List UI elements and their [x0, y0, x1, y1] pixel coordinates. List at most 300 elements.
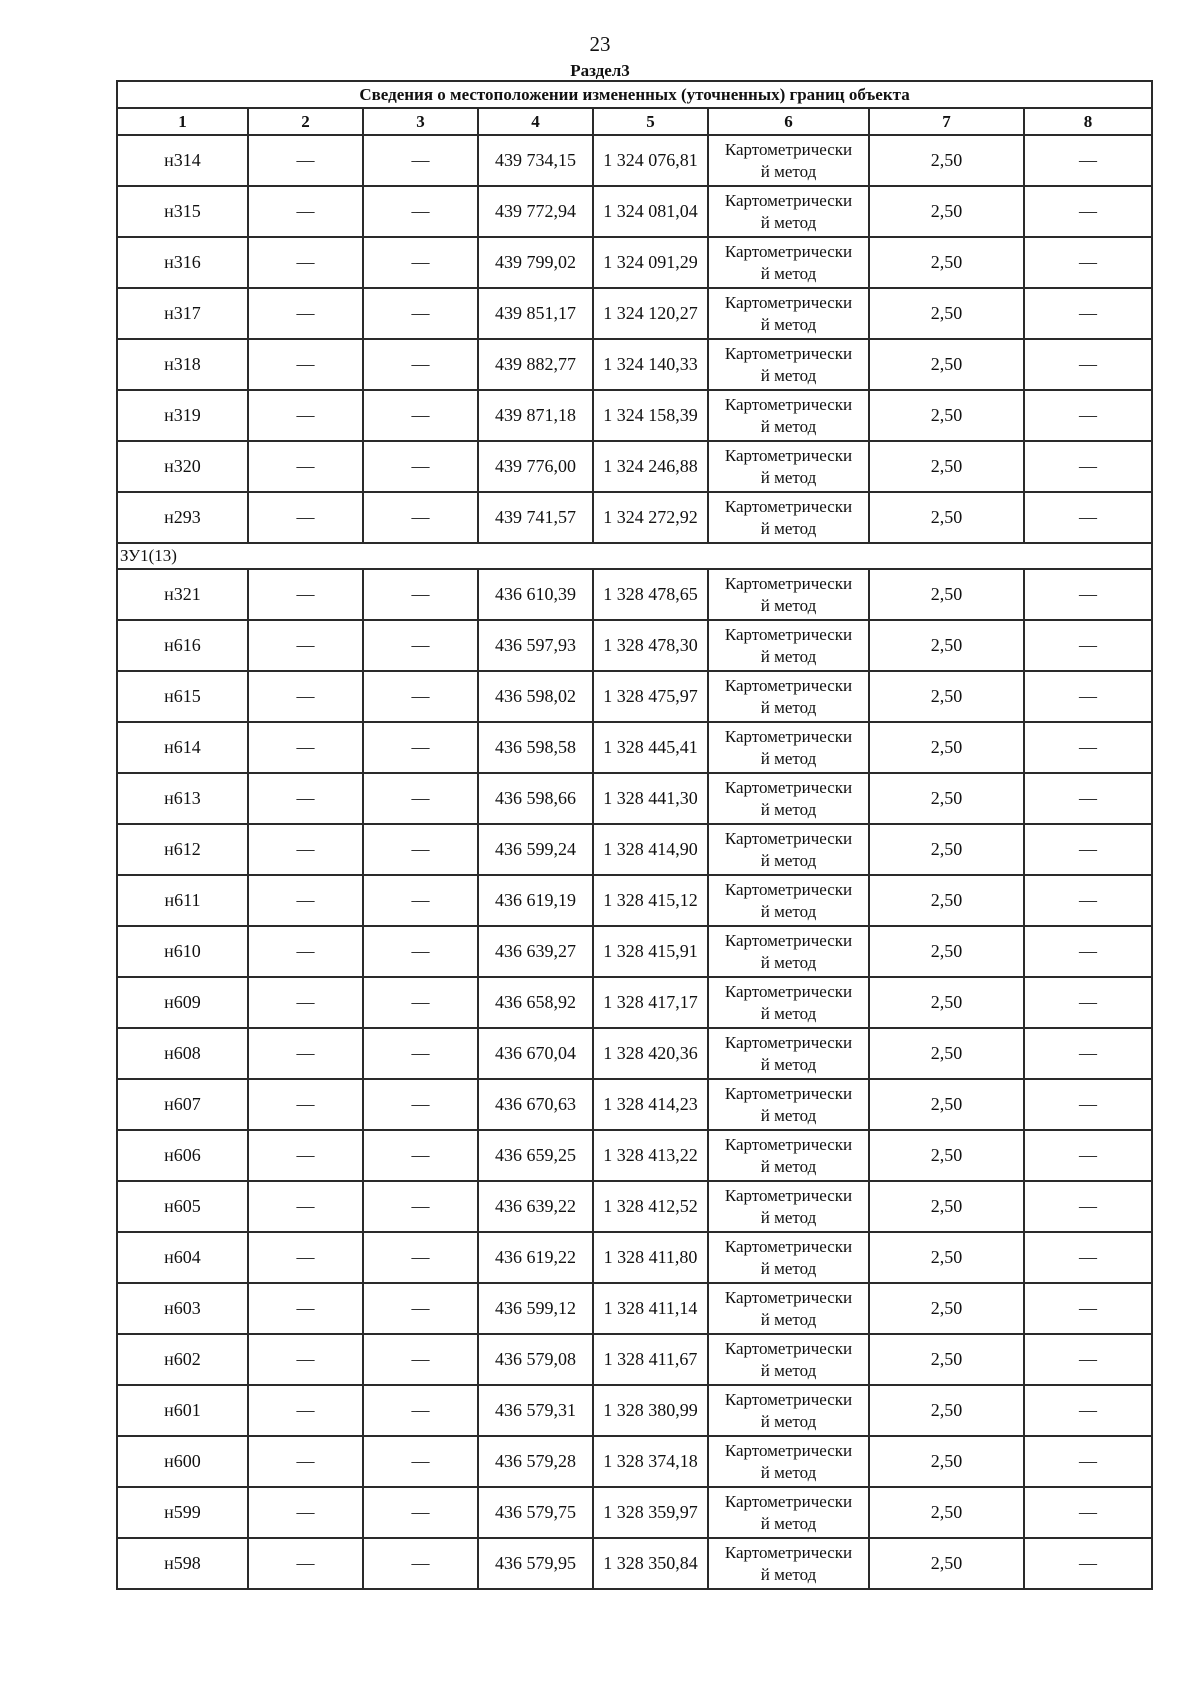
y-coordinate-cell: 1 328 420,36 — [593, 1028, 708, 1079]
method-text-line2: й метод — [760, 697, 817, 717]
method-text-line1: Картометрически — [724, 1542, 853, 1562]
dash-cell: — — [363, 135, 478, 186]
method-cell — [708, 1283, 869, 1334]
boundary-coordinates-table — [116, 80, 1153, 1590]
method-text-line1: Картометрически — [724, 879, 853, 899]
method-text-line1: Картометрически — [724, 445, 853, 465]
method-text-line2: й метод — [760, 901, 817, 921]
x-coordinate-cell: 436 659,25 — [478, 1130, 593, 1181]
x-coordinate-cell: 436 658,92 — [478, 977, 593, 1028]
x-coordinate-cell: 436 598,02 — [478, 671, 593, 722]
dash-cell: — — [363, 288, 478, 339]
accuracy-cell: 2,50 — [869, 339, 1024, 390]
accuracy-cell: 2,50 — [869, 1028, 1024, 1079]
dash-cell: — — [248, 671, 363, 722]
method-text-line1: Картометрически — [724, 1236, 853, 1256]
dash-cell: — — [1024, 390, 1152, 441]
method-cell — [708, 620, 869, 671]
dash-cell: — — [248, 1436, 363, 1487]
table-row — [117, 1028, 1152, 1079]
table-row — [117, 135, 1152, 186]
accuracy-cell: 2,50 — [869, 1385, 1024, 1436]
x-coordinate-cell: 439 741,57 — [478, 492, 593, 543]
dash-cell: — — [248, 977, 363, 1028]
dash-cell: — — [363, 1436, 478, 1487]
method-cell — [708, 977, 869, 1028]
table-row — [117, 1181, 1152, 1232]
y-coordinate-cell: 1 328 411,14 — [593, 1283, 708, 1334]
y-coordinate-cell: 1 324 120,27 — [593, 288, 708, 339]
dash-cell: — — [1024, 1334, 1152, 1385]
method-cell — [708, 926, 869, 977]
dash-cell: — — [248, 339, 363, 390]
accuracy-cell: 2,50 — [869, 441, 1024, 492]
method-text-line1: Картометрически — [724, 343, 853, 363]
x-coordinate-cell: 436 579,95 — [478, 1538, 593, 1589]
dash-cell: — — [1024, 1487, 1152, 1538]
dash-cell: — — [363, 1487, 478, 1538]
method-text-line2: й метод — [760, 314, 817, 334]
dash-cell: — — [248, 1538, 363, 1589]
point-cell: н616 — [117, 620, 248, 671]
dash-cell: — — [1024, 1130, 1152, 1181]
dash-cell: — — [363, 569, 478, 620]
method-text-line1: Картометрически — [724, 726, 853, 746]
point-cell: н614 — [117, 722, 248, 773]
accuracy-cell: 2,50 — [869, 875, 1024, 926]
point-cell: н604 — [117, 1232, 248, 1283]
dash-cell: — — [248, 1028, 363, 1079]
point-cell: н606 — [117, 1130, 248, 1181]
dash-cell: — — [1024, 1028, 1152, 1079]
method-text-line1: Картометрически — [724, 777, 853, 797]
table-row — [117, 237, 1152, 288]
accuracy-cell: 2,50 — [869, 1436, 1024, 1487]
point-cell: н601 — [117, 1385, 248, 1436]
method-text-line1: Картометрически — [724, 573, 853, 593]
method-text-line2: й метод — [760, 1156, 817, 1176]
y-coordinate-cell: 1 328 411,67 — [593, 1334, 708, 1385]
dash-cell: — — [1024, 492, 1152, 543]
method-text-line1: Картометрически — [724, 1032, 853, 1052]
dash-cell: — — [1024, 722, 1152, 773]
column-number: 7 — [869, 108, 1024, 135]
method-text-line1: Картометрически — [724, 1185, 853, 1205]
method-text-line1: Картометрически — [724, 624, 853, 644]
y-coordinate-cell: 1 328 441,30 — [593, 773, 708, 824]
accuracy-cell: 2,50 — [869, 135, 1024, 186]
accuracy-cell: 2,50 — [869, 569, 1024, 620]
x-coordinate-cell: 436 598,66 — [478, 773, 593, 824]
dash-cell: — — [248, 1334, 363, 1385]
dash-cell: — — [363, 237, 478, 288]
y-coordinate-cell: 1 328 415,12 — [593, 875, 708, 926]
point-cell: н314 — [117, 135, 248, 186]
method-text-line1: Картометрически — [724, 241, 853, 261]
accuracy-cell: 2,50 — [869, 926, 1024, 977]
point-cell: н316 — [117, 237, 248, 288]
point-cell: н600 — [117, 1436, 248, 1487]
accuracy-cell: 2,50 — [869, 186, 1024, 237]
y-coordinate-cell: 1 328 415,91 — [593, 926, 708, 977]
table-row — [117, 288, 1152, 339]
point-cell: н318 — [117, 339, 248, 390]
x-coordinate-cell: 439 776,00 — [478, 441, 593, 492]
dash-cell: — — [363, 186, 478, 237]
method-text-line2: й метод — [760, 1309, 817, 1329]
accuracy-cell: 2,50 — [869, 1283, 1024, 1334]
method-cell — [708, 288, 869, 339]
y-coordinate-cell: 1 328 475,97 — [593, 671, 708, 722]
x-coordinate-cell: 439 799,02 — [478, 237, 593, 288]
method-text-line2: й метод — [760, 1462, 817, 1482]
accuracy-cell: 2,50 — [869, 824, 1024, 875]
accuracy-cell: 2,50 — [869, 237, 1024, 288]
point-cell: н598 — [117, 1538, 248, 1589]
table-row — [117, 1385, 1152, 1436]
dash-cell: — — [1024, 135, 1152, 186]
x-coordinate-cell: 439 734,15 — [478, 135, 593, 186]
method-text-line1: Картометрически — [724, 1134, 853, 1154]
dash-cell: — — [1024, 1385, 1152, 1436]
dash-cell: — — [1024, 1538, 1152, 1589]
table-row — [117, 977, 1152, 1028]
dash-cell: — — [1024, 339, 1152, 390]
method-text-line1: Картометрически — [724, 139, 853, 159]
method-text-line1: Картометрически — [724, 496, 853, 516]
method-text-line2: й метод — [760, 748, 817, 768]
dash-cell: — — [248, 1283, 363, 1334]
dash-cell: — — [363, 1181, 478, 1232]
method-text-line1: Картометрически — [724, 675, 853, 695]
dash-cell: — — [248, 390, 363, 441]
dash-cell: — — [1024, 1232, 1152, 1283]
method-text-line1: Картометрически — [724, 292, 853, 312]
method-text-line2: й метод — [760, 365, 817, 385]
accuracy-cell: 2,50 — [869, 1079, 1024, 1130]
dash-cell: — — [363, 977, 478, 1028]
point-cell: н613 — [117, 773, 248, 824]
accuracy-cell: 2,50 — [869, 1181, 1024, 1232]
method-cell — [708, 1334, 869, 1385]
x-coordinate-cell: 439 871,18 — [478, 390, 593, 441]
dash-cell: — — [1024, 1283, 1152, 1334]
point-cell: н315 — [117, 186, 248, 237]
table-row — [117, 722, 1152, 773]
method-text-line2: й метод — [760, 595, 817, 615]
column-number: 2 — [248, 108, 363, 135]
point-cell: н602 — [117, 1334, 248, 1385]
accuracy-cell: 2,50 — [869, 671, 1024, 722]
method-cell — [708, 339, 869, 390]
x-coordinate-cell: 436 639,27 — [478, 926, 593, 977]
table-row — [117, 1487, 1152, 1538]
accuracy-cell: 2,50 — [869, 773, 1024, 824]
accuracy-cell: 2,50 — [869, 390, 1024, 441]
method-text-line2: й метод — [760, 161, 817, 181]
x-coordinate-cell: 436 579,75 — [478, 1487, 593, 1538]
method-text-line1: Картометрически — [724, 930, 853, 950]
dash-cell: — — [248, 492, 363, 543]
method-text-line2: й метод — [760, 1207, 817, 1227]
method-cell — [708, 1130, 869, 1181]
table-row — [117, 1436, 1152, 1487]
method-text-line1: Картометрически — [724, 828, 853, 848]
column-number: 8 — [1024, 108, 1152, 135]
dash-cell: — — [248, 620, 363, 671]
accuracy-cell: 2,50 — [869, 1232, 1024, 1283]
point-cell: н293 — [117, 492, 248, 543]
method-cell — [708, 390, 869, 441]
table-row — [117, 339, 1152, 390]
table-row — [117, 1232, 1152, 1283]
y-coordinate-cell: 1 328 359,97 — [593, 1487, 708, 1538]
method-text-line2: й метод — [760, 1003, 817, 1023]
accuracy-cell: 2,50 — [869, 620, 1024, 671]
point-cell: н317 — [117, 288, 248, 339]
accuracy-cell: 2,50 — [869, 1334, 1024, 1385]
dash-cell: — — [248, 288, 363, 339]
table-row — [117, 671, 1152, 722]
point-cell: н608 — [117, 1028, 248, 1079]
method-cell — [708, 1181, 869, 1232]
table-row — [117, 620, 1152, 671]
dash-cell: — — [248, 237, 363, 288]
x-coordinate-cell: 436 619,19 — [478, 875, 593, 926]
x-coordinate-cell: 439 851,17 — [478, 288, 593, 339]
method-text-line2: й метод — [760, 518, 817, 538]
point-cell: н599 — [117, 1487, 248, 1538]
accuracy-cell: 2,50 — [869, 1487, 1024, 1538]
dash-cell: — — [248, 1079, 363, 1130]
y-coordinate-cell: 1 328 445,41 — [593, 722, 708, 773]
method-cell — [708, 1232, 869, 1283]
point-cell: н319 — [117, 390, 248, 441]
y-coordinate-cell: 1 328 411,80 — [593, 1232, 708, 1283]
y-coordinate-cell: 1 324 272,92 — [593, 492, 708, 543]
dash-cell: — — [1024, 824, 1152, 875]
point-cell: н607 — [117, 1079, 248, 1130]
dash-cell: — — [1024, 237, 1152, 288]
dash-cell: — — [363, 492, 478, 543]
method-cell — [708, 1028, 869, 1079]
x-coordinate-cell: 436 598,58 — [478, 722, 593, 773]
column-number: 5 — [593, 108, 708, 135]
table-row — [117, 773, 1152, 824]
dash-cell: — — [248, 773, 363, 824]
group-row — [117, 543, 1152, 569]
y-coordinate-cell: 1 328 414,90 — [593, 824, 708, 875]
dash-cell: — — [1024, 441, 1152, 492]
method-text-line1: Картометрически — [724, 190, 853, 210]
x-coordinate-cell: 436 597,93 — [478, 620, 593, 671]
table-row — [117, 1538, 1152, 1589]
dash-cell: — — [1024, 671, 1152, 722]
point-cell: н603 — [117, 1283, 248, 1334]
method-text-line1: Картометрически — [724, 981, 853, 1001]
point-cell: н609 — [117, 977, 248, 1028]
dash-cell: — — [248, 1130, 363, 1181]
method-cell — [708, 773, 869, 824]
y-coordinate-cell: 1 324 140,33 — [593, 339, 708, 390]
method-cell — [708, 1487, 869, 1538]
y-coordinate-cell: 1 328 412,52 — [593, 1181, 708, 1232]
y-coordinate-cell: 1 324 246,88 — [593, 441, 708, 492]
method-text-line1: Картометрически — [724, 1338, 853, 1358]
method-cell — [708, 237, 869, 288]
dash-cell: — — [1024, 620, 1152, 671]
x-coordinate-cell: 439 882,77 — [478, 339, 593, 390]
x-coordinate-cell: 436 670,63 — [478, 1079, 593, 1130]
method-text-line2: й метод — [760, 212, 817, 232]
method-text-line2: й метод — [760, 1258, 817, 1278]
table-row — [117, 824, 1152, 875]
dash-cell: — — [248, 135, 363, 186]
method-cell — [708, 1538, 869, 1589]
table-row — [117, 441, 1152, 492]
method-cell — [708, 1385, 869, 1436]
table-row — [117, 569, 1152, 620]
method-text-line2: й метод — [760, 646, 817, 666]
y-coordinate-cell: 1 328 478,65 — [593, 569, 708, 620]
accuracy-cell: 2,50 — [869, 722, 1024, 773]
section-title: Раздел3 — [570, 61, 630, 80]
dash-cell: — — [1024, 569, 1152, 620]
group-label: ЗУ1(13) — [117, 543, 1152, 569]
table-row — [117, 492, 1152, 543]
dash-cell: — — [248, 1487, 363, 1538]
method-cell — [708, 441, 869, 492]
accuracy-cell: 2,50 — [869, 288, 1024, 339]
dash-cell: — — [248, 722, 363, 773]
dash-cell: — — [363, 824, 478, 875]
accuracy-cell: 2,50 — [869, 1130, 1024, 1181]
dash-cell: — — [363, 339, 478, 390]
method-cell — [708, 824, 869, 875]
dash-cell: — — [248, 1181, 363, 1232]
method-text-line1: Картометрически — [724, 1389, 853, 1409]
point-cell: н611 — [117, 875, 248, 926]
point-cell: н321 — [117, 569, 248, 620]
table-row — [117, 1079, 1152, 1130]
dash-cell: — — [248, 875, 363, 926]
dash-cell: — — [248, 569, 363, 620]
table-row — [117, 186, 1152, 237]
method-cell — [708, 1436, 869, 1487]
table-row — [117, 1130, 1152, 1181]
dash-cell: — — [363, 773, 478, 824]
y-coordinate-cell: 1 328 478,30 — [593, 620, 708, 671]
dash-cell: — — [363, 1079, 478, 1130]
y-coordinate-cell: 1 328 374,18 — [593, 1436, 708, 1487]
point-cell: н615 — [117, 671, 248, 722]
y-coordinate-cell: 1 324 158,39 — [593, 390, 708, 441]
column-number: 4 — [478, 108, 593, 135]
dash-cell: — — [1024, 926, 1152, 977]
accuracy-cell: 2,50 — [869, 1538, 1024, 1589]
y-coordinate-cell: 1 328 350,84 — [593, 1538, 708, 1589]
dash-cell: — — [1024, 773, 1152, 824]
dash-cell: — — [1024, 1079, 1152, 1130]
x-coordinate-cell: 436 639,22 — [478, 1181, 593, 1232]
dash-cell: — — [248, 1385, 363, 1436]
dash-cell: — — [1024, 288, 1152, 339]
dash-cell: — — [248, 186, 363, 237]
dash-cell: — — [363, 441, 478, 492]
method-text-line2: й метод — [760, 1411, 817, 1431]
method-cell — [708, 186, 869, 237]
method-cell — [708, 722, 869, 773]
column-number: 1 — [117, 108, 248, 135]
dash-cell: — — [1024, 186, 1152, 237]
dash-cell: — — [363, 1283, 478, 1334]
method-text-line2: й метод — [760, 1360, 817, 1380]
dash-cell: — — [363, 620, 478, 671]
y-coordinate-cell: 1 324 081,04 — [593, 186, 708, 237]
dash-cell: — — [363, 875, 478, 926]
method-text-line2: й метод — [760, 1564, 817, 1584]
method-cell — [708, 671, 869, 722]
method-text-line1: Картометрически — [724, 1440, 853, 1460]
method-cell — [708, 569, 869, 620]
dash-cell: — — [363, 1538, 478, 1589]
point-cell: н605 — [117, 1181, 248, 1232]
method-text-line2: й метод — [760, 1513, 817, 1533]
y-coordinate-cell: 1 324 091,29 — [593, 237, 708, 288]
dash-cell: — — [1024, 977, 1152, 1028]
table-row — [117, 875, 1152, 926]
method-text-line1: Картометрически — [724, 1083, 853, 1103]
x-coordinate-cell: 436 619,22 — [478, 1232, 593, 1283]
x-coordinate-cell: 436 579,08 — [478, 1334, 593, 1385]
y-coordinate-cell: 1 324 076,81 — [593, 135, 708, 186]
accuracy-cell: 2,50 — [869, 977, 1024, 1028]
dash-cell: — — [248, 926, 363, 977]
method-text-line1: Картометрически — [724, 1491, 853, 1511]
table-row — [117, 1283, 1152, 1334]
point-cell: н320 — [117, 441, 248, 492]
x-coordinate-cell: 436 599,24 — [478, 824, 593, 875]
dash-cell: — — [363, 1334, 478, 1385]
method-text-line2: й метод — [760, 467, 817, 487]
dash-cell: — — [1024, 1181, 1152, 1232]
method-cell — [708, 1079, 869, 1130]
column-number-row — [117, 108, 1152, 135]
dash-cell: — — [363, 1232, 478, 1283]
method-text-line2: й метод — [760, 1105, 817, 1125]
method-cell — [708, 492, 869, 543]
x-coordinate-cell: 436 579,31 — [478, 1385, 593, 1436]
x-coordinate-cell: 436 579,28 — [478, 1436, 593, 1487]
column-number: 3 — [363, 108, 478, 135]
dash-cell: — — [363, 390, 478, 441]
method-cell — [708, 135, 869, 186]
x-coordinate-cell: 436 610,39 — [478, 569, 593, 620]
method-cell — [708, 875, 869, 926]
y-coordinate-cell: 1 328 414,23 — [593, 1079, 708, 1130]
method-text-line2: й метод — [760, 850, 817, 870]
point-cell: н612 — [117, 824, 248, 875]
point-cell: н610 — [117, 926, 248, 977]
dash-cell: — — [248, 441, 363, 492]
table-caption: Сведения о местоположении измененных (уточненных) границ объекта — [117, 81, 1152, 108]
y-coordinate-cell: 1 328 413,22 — [593, 1130, 708, 1181]
dash-cell: — — [1024, 1436, 1152, 1487]
y-coordinate-cell: 1 328 380,99 — [593, 1385, 708, 1436]
dash-cell: — — [248, 824, 363, 875]
dash-cell: — — [363, 926, 478, 977]
method-text-line2: й метод — [760, 416, 817, 436]
